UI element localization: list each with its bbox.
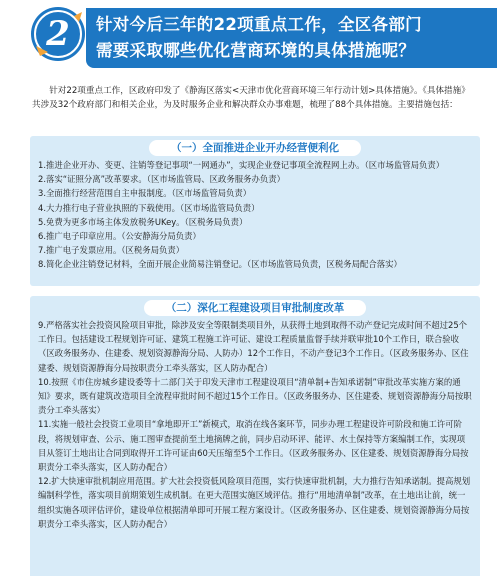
- list-item: 4.大力推行电子营业执照的下载使用。（区市场监管局负责）: [38, 202, 260, 213]
- section-2-items: [30, 316, 480, 535]
- list-item: 3.全面推行经营范围自主申报制度。（区市场监管局负责）: [38, 188, 252, 199]
- title-line-2: 需要采取哪些优化营商环境的具体措施呢？: [96, 41, 416, 60]
- list-item: 9.严格落实社会投资风险项目审批，除涉及安全等限制类项目外，从获得土地到取得不动产登记完成时间不超过25个工作日。包括建设工程规划许可证、建筑工程施工许可证、建设工程质量监督手续并联审批10个工作日，联合验收（区政务服务办、住建委、规划资源静海分局、人防办）12个工作日，不动产登记3个工作日。（区政务服务办、区住建委、规划资源静海分局按职责分工牵头落实，区人防办配合）: [38, 320, 469, 373]
- section-1-header: [30, 136, 480, 156]
- list-item: 5.免费为更多市场主体发放税务UKey。（区税务局负责）: [38, 216, 248, 227]
- section-2: [30, 296, 480, 576]
- header: [0, 0, 497, 78]
- intro-paragraph: 针对22项重点工作，区政府印发了《静海区落实<天津市优化营商环境三年行动计划>具体措施》。《具体措施》共涉及32个政府部门和相关企业，为及时服务企业和解决群众办事难题，梳理了88个具体措施。主要措施包括：: [32, 86, 470, 110]
- list-item: 1.推进企业开办、变更、注销等登记事项“一网通办”，实现企业登记事项全流程网上办。（区市场监管局负责）: [38, 160, 445, 170]
- page-title: [96, 12, 488, 64]
- list-item: 8.简化企业注销登记材料，全面开展企业简易注销登记。（区市场监管局负责，区税务局配合落实）: [38, 259, 402, 270]
- list-item: 10.按照《市住房城乡建设委等十二部门关于印发天津市工程建设项目“清单制+告知承诺制”审批改革实施方案的通知》要求，既有建筑改造项目全流程审批时间不超过15个工作日。（区政务服务办、区住建委、规划资源静海分局按职责分工牵头落实）: [38, 376, 472, 416]
- list-item: 7.推广电子发票应用。（区税务局负责）: [38, 245, 185, 256]
- number-badge: [30, 6, 86, 62]
- list-item: 6.推广电子印章应用。（公安静海分局负责）: [38, 231, 201, 242]
- section-2-header: [30, 296, 480, 316]
- list-item: 12.扩大快速审批机制应用范围。扩大社会投资低风险项目范围，实行快速审批机制，大力推行告知承诺制。提高规划编制科学性，落实项目前期策划生成机制。在更大范围实施区域评估。推行“用地清单制”改革，在土地出让前，统一组织实施各项评估评价，建设单位根据清单即可开展工程方案设计。（区政务服务办、区住建委、规划资源静海分局按职责分工牵头落实，区人防办配合）: [38, 476, 471, 529]
- badge-number: 2: [46, 14, 70, 54]
- list-item: 2.落实“证照分离”改革要求。（区市场监管局、区政务服务办负责）: [38, 174, 285, 185]
- section-1-heading: （一）全面推进企业开办经营便利化: [149, 140, 361, 156]
- section-2-heading: （二）深化工程建设项目审批制度改革: [144, 300, 367, 316]
- section-1-items: [30, 156, 480, 276]
- list-item: 11.实施一般社会投资工业项目“拿地即开工”新模式，取消在线各案环节，同步办理工程建设许可阶段和施工许可阶段，将规划审查、公示、施工图审查提前至土地摘牌之前，同步启动环评、能评、水土保持等方案编制工作，实现项目从签订土地出让合同到取得开工许可证由60天压缩至5个工作日。（区政务服务办、区住建委、规划资源静海分局按职责分工牵头落实，区人防办配合）: [38, 419, 469, 473]
- title-line-1: 针对今后三年的22项重点工作，全区各部门: [96, 15, 422, 34]
- section-1: [30, 136, 480, 286]
